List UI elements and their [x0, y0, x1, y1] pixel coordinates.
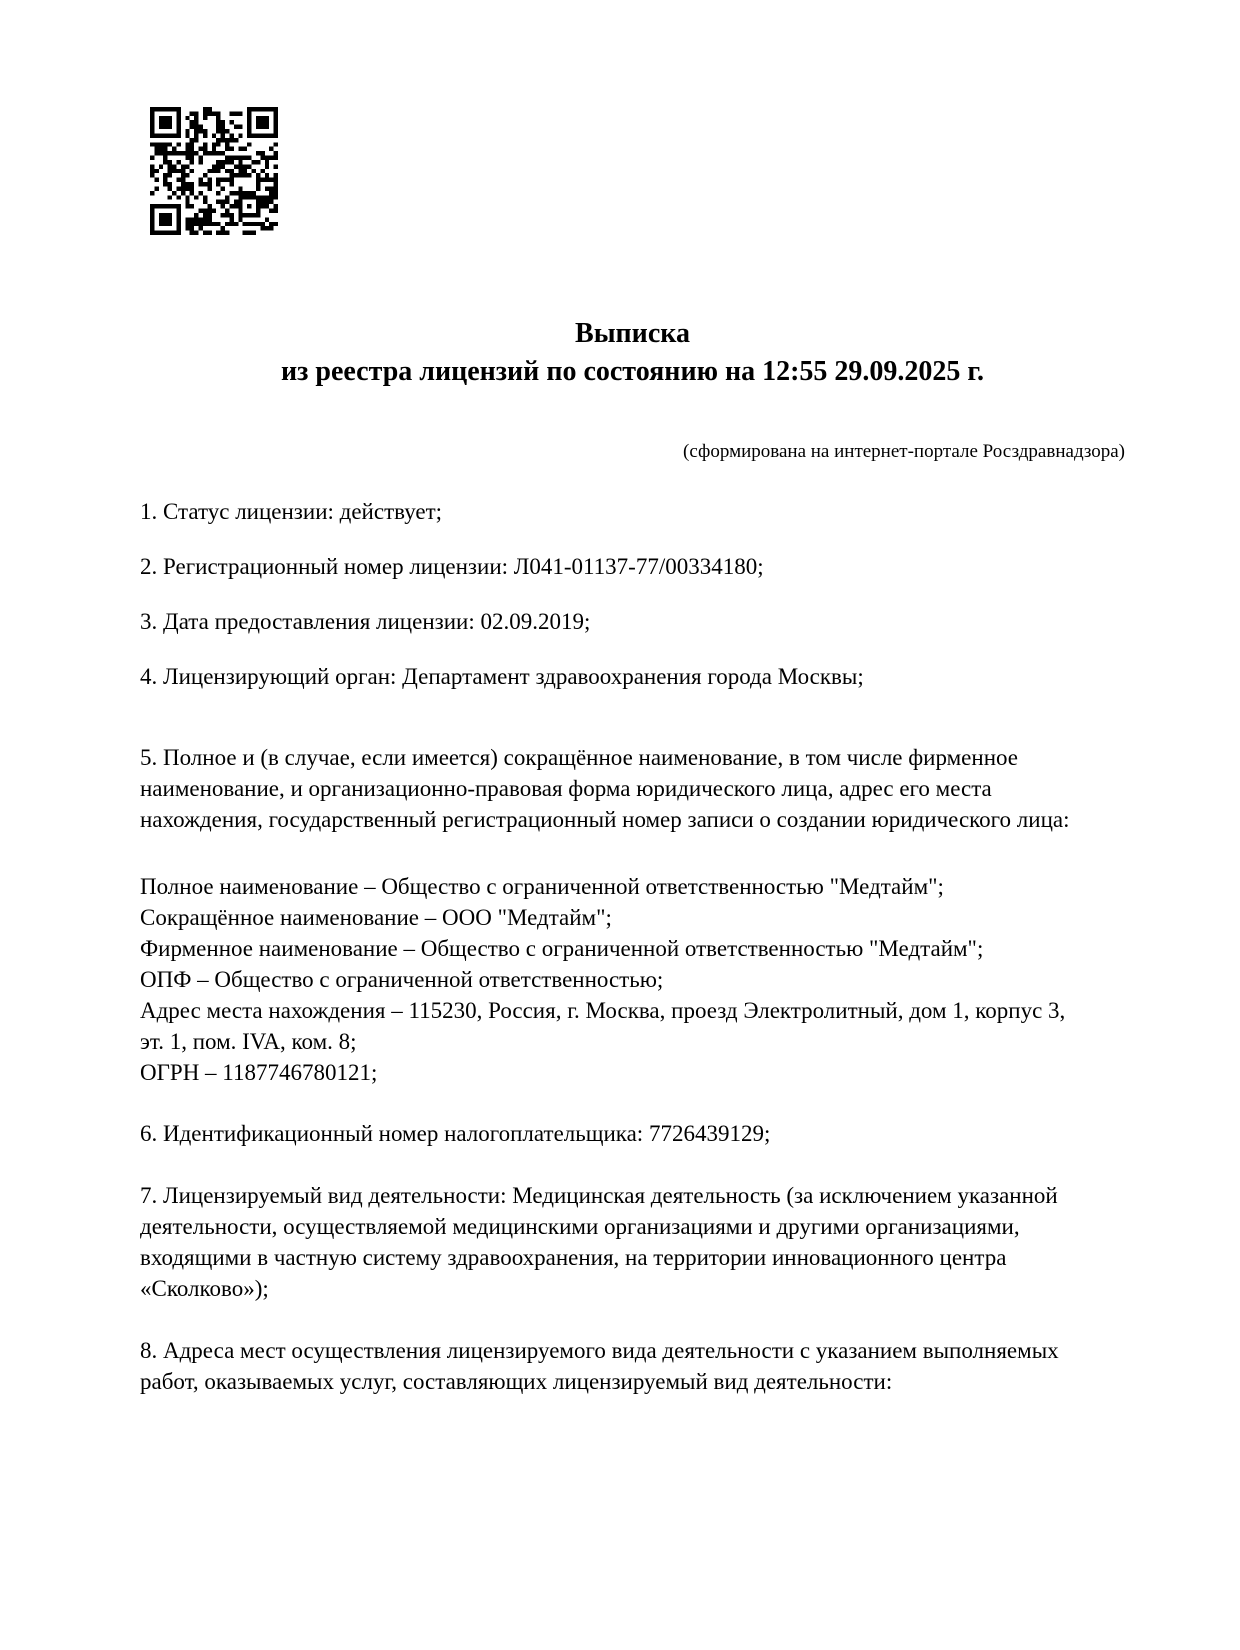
licensing-authority-paragraph: [140, 661, 1130, 692]
paragraph-line: наименование, и организационно-правовая форма юридического лица, адрес его места: [140, 776, 992, 801]
org-ogrn-line: ОГРН – 1187746780121;: [140, 1060, 378, 1085]
document-subtitle: (сформирована на интернет-портале Росздравнадзора): [683, 441, 1125, 462]
paragraph-line: «Сколково»);: [140, 1276, 269, 1301]
paragraph-line: 1. Статус лицензии: действует;: [140, 499, 443, 524]
paragraph-line: 8. Адреса мест осуществления лицензируемого вида деятельности с указанием выполняемых: [140, 1338, 1059, 1363]
org-address-line: Адрес места нахождения – 115230, Россия, г. Москва, проезд Электролитный, дом 1, корпус 3,: [140, 998, 1066, 1023]
org-short-name-line: Сокращённое наименование – ООО "Медтайм";: [140, 905, 612, 930]
paragraph-line: 5. Полное и (в случае, если имеется) сокращённое наименование, в том числе фирменное: [140, 745, 1018, 770]
org-brand-name-line: Фирменное наименование – Общество с ограниченной ответственностью "Медтайм";: [140, 936, 984, 961]
org-full-name-line: Полное наименование – Общество с ограниченной ответственностью "Медтайм";: [140, 874, 944, 899]
license-registration-number-paragraph: [140, 551, 1130, 582]
paragraph-line: 7. Лицензируемый вид деятельности: Медицинская деятельность (за исключением указанной: [140, 1183, 1058, 1208]
activity-addresses-paragraph: [140, 1335, 1130, 1397]
org-details-paragraph: [140, 871, 1130, 1088]
paragraph-line: деятельности, осуществляемой медицинскими организациями и другими организациями,: [140, 1214, 1020, 1239]
document-title-line2: из реестра лицензий по состоянию на 12:55 29.09.2025 г.: [281, 356, 984, 387]
paragraph-line: работ, оказываемых услуг, составляющих лицензируемый вид деятельности:: [140, 1369, 893, 1394]
paragraph-line: 4. Лицензирующий орган: Департамент здравоохранения города Москвы;: [140, 664, 864, 689]
qr-code-icon: [150, 107, 278, 235]
paragraph-line: 2. Регистрационный номер лицензии: Л041-01137-77/00334180;: [140, 554, 764, 579]
paragraph-line: нахождения, государственный регистрационный номер записи о создании юридического лица:: [140, 807, 1070, 832]
licensed-activity-paragraph: [140, 1180, 1130, 1304]
paragraph-line: входящими в частную систему здравоохранения, на территории инновационного центра: [140, 1245, 1007, 1270]
qr-code-svg: [150, 107, 278, 235]
org-name-intro-paragraph: [140, 742, 1130, 835]
license-grant-date-paragraph: [140, 606, 1130, 637]
document-title-line1: Выписка: [575, 318, 690, 349]
license-status-paragraph: [140, 496, 1130, 527]
paragraph-line: 6. Идентификационный номер налогоплательщика: 7726439129;: [140, 1121, 771, 1146]
org-legal-form-line: ОПФ – Общество с ограниченной ответственностью;: [140, 967, 664, 992]
taxpayer-number-paragraph: [140, 1118, 1130, 1149]
document-body: [140, 496, 1130, 1397]
document-title: [140, 315, 1125, 391]
paragraph-line: 3. Дата предоставления лицензии: 02.09.2019;: [140, 609, 591, 634]
org-address-line-2: эт. 1, пом. IVA, ком. 8;: [140, 1029, 357, 1054]
